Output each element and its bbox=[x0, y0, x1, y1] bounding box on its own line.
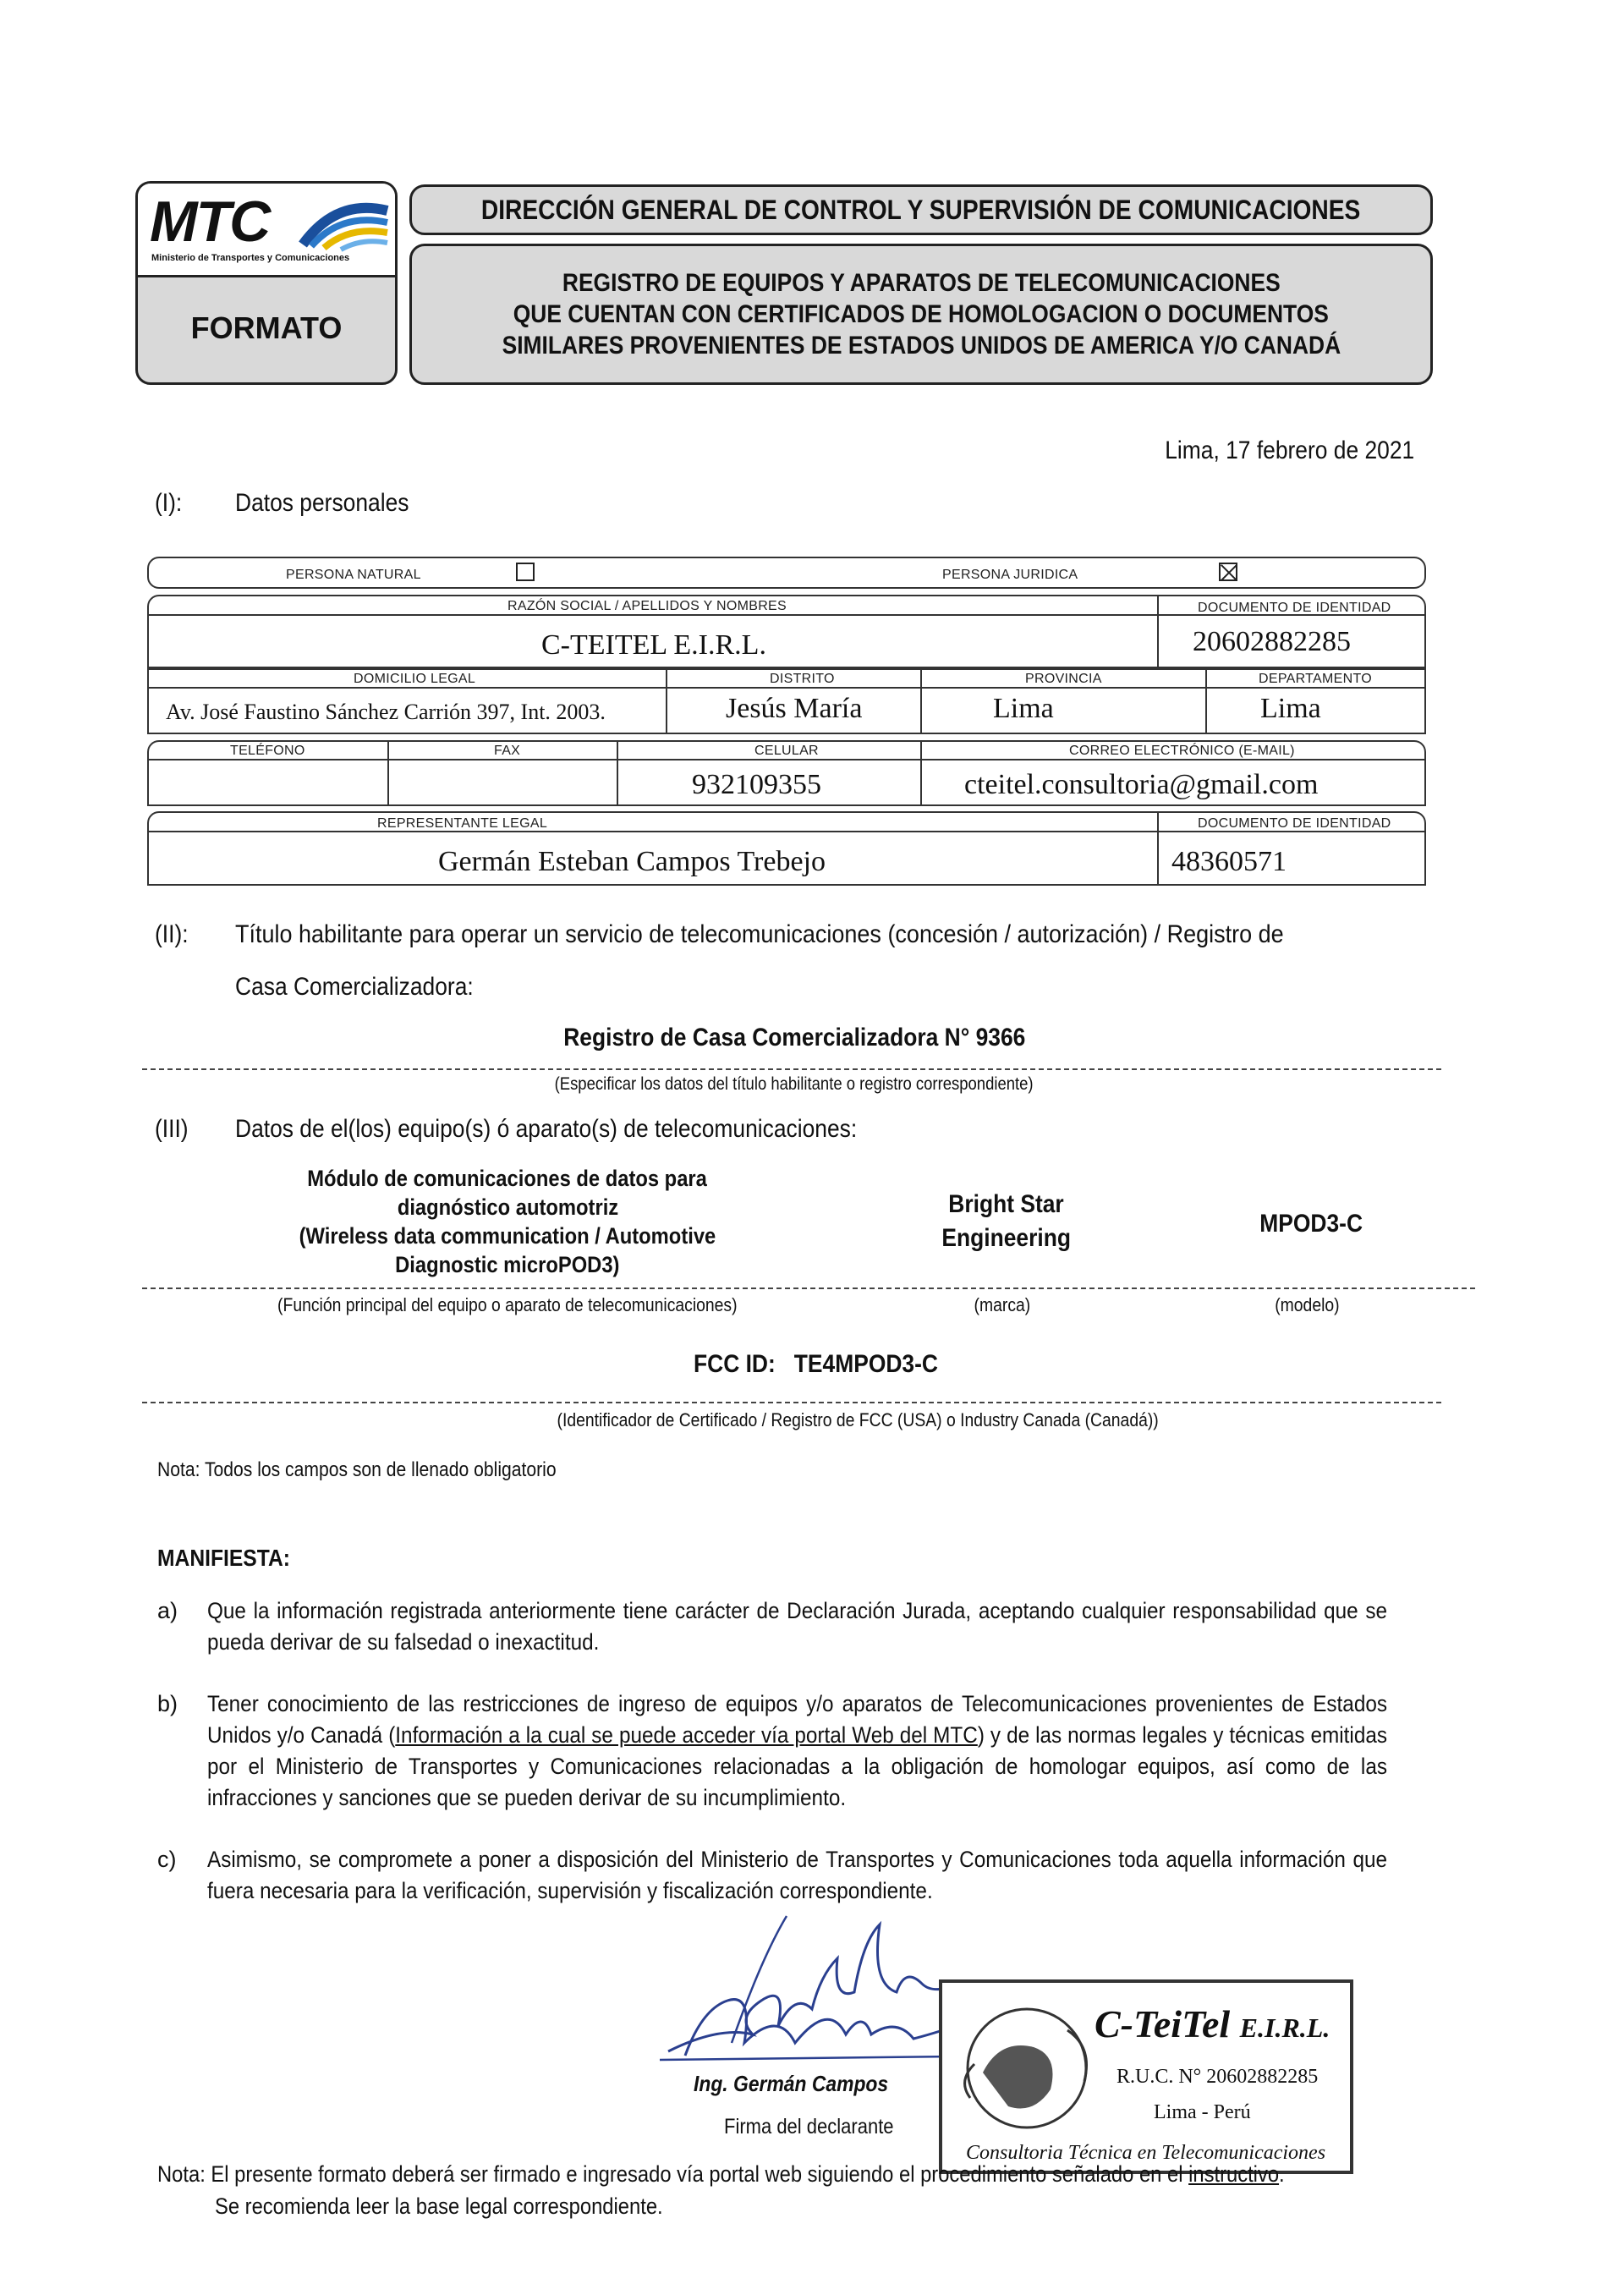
manifiesta-title: MANIFIESTA: bbox=[157, 1545, 290, 1571]
header-logo-box bbox=[135, 181, 398, 385]
item-b-label: b) bbox=[157, 1691, 178, 1716]
brand-caption: (marca) bbox=[974, 1294, 1031, 1315]
domicilio-label: DOMICILIO LEGAL bbox=[354, 672, 476, 686]
celular-label: CELULAR bbox=[754, 744, 819, 758]
instructivo-link[interactable]: instructivo bbox=[1188, 2161, 1280, 2187]
form-title-line3: SIMILARES PROVENIENTES DE ESTADOS UNIDOS DE AMERICA Y/O CANADÁ bbox=[502, 332, 1341, 360]
distrito-value: Jesús María bbox=[726, 693, 863, 724]
logo-swoosh-icon bbox=[299, 194, 392, 253]
stamp-tagline: Consultoria Técnica en Telecomunicaciones bbox=[966, 2142, 1326, 2164]
signer-name: Ing. Germán Campos bbox=[694, 2071, 889, 2096]
documento-label: DOCUMENTO DE IDENTIDAD bbox=[1198, 601, 1391, 615]
section2-title-line1: Título habilitante para operar un servicio de telecomunicaciones (concesión / autorización) / Registro de bbox=[235, 920, 1284, 948]
departamento-value: Lima bbox=[1260, 693, 1321, 724]
equipment-model: MPOD3-C bbox=[1259, 1210, 1363, 1238]
correo-label: CORREO ELECTRÓNICO (E-MAIL) bbox=[1069, 744, 1295, 758]
section3-title: Datos de el(los) equipo(s) ó aparato(s) de telecomunicaciones: bbox=[235, 1115, 858, 1143]
legal-base-note[interactable]: Se recomienda leer la base legal correspondiente. bbox=[215, 2193, 663, 2219]
persona-natural-label: PERSONA NATURAL bbox=[286, 568, 421, 582]
handwritten-signature bbox=[651, 1908, 973, 2077]
mandatory-note: Nota: Todos los campos son de llenado obligatorio bbox=[157, 1458, 557, 1481]
logo-text: MTC bbox=[150, 189, 270, 254]
item-a-text: Que la información registrada anteriormente tiene carácter de Declaración Jurada, aceptando cualquier responsabilidad que se pueda derivar de su falsedad o inexactitud. bbox=[207, 1598, 1387, 1655]
form-title-line2: QUE CUENTAN CON CERTIFICADOS DE HOMOLOGACION O DOCUMENTOS bbox=[513, 300, 1330, 328]
equipment-brand: Bright Star Engineering bbox=[941, 1190, 1072, 1252]
section2-caption: (Especificar los datos del título habilitante o registro correspondiente) bbox=[554, 1074, 1034, 1094]
model-caption: (modelo) bbox=[1274, 1294, 1340, 1315]
provincia-label: PROVINCIA bbox=[1025, 672, 1102, 686]
domicilio-value: Av. José Faustino Sánchez Carrión 397, Int. 2003. bbox=[166, 700, 606, 724]
persona-juridica-checkbox[interactable] bbox=[1219, 563, 1237, 581]
document-date: Lima, 17 febrero de 2021 bbox=[1164, 436, 1414, 464]
fcc-id bbox=[694, 1350, 971, 1379]
stamp-ruc: R.U.C. N° 20602882285 bbox=[1116, 2066, 1319, 2088]
correo-value: cteitel.consultoria@gmail.com bbox=[964, 769, 1319, 800]
fax-label: FAX bbox=[494, 744, 521, 758]
item-b-text: Tener conocimiento de las restricciones de ingreso de equipos y/o aparatos de Telecomunicaciones provenientes de Estados Unidos y/o Canadá (Información a la cual se puede acceder vía portal Web del MTC) y de las normas legales y técnicas emitidas por el Ministerio de Transportes y Comunicaciones relacionadas a la obligación de homologar equipos, así como de las infracciones y sanciones que se pueden derivar de su incumplimiento. bbox=[207, 1691, 1388, 1810]
departamento-label: DEPARTAMENTO bbox=[1259, 672, 1372, 686]
item-a-label: a) bbox=[157, 1598, 178, 1623]
representante-value: Germán Esteban Campos Trebejo bbox=[438, 846, 826, 877]
logo-subtitle: Ministerio de Transportes y Comunicaciones bbox=[151, 253, 350, 263]
signature-caption: Firma del declarante bbox=[724, 2115, 894, 2139]
razon-social-label: RAZÓN SOCIAL / APELLIDOS Y NOMBRES bbox=[508, 599, 787, 613]
stamp-company: C-TeiTel E.I.R.L. bbox=[1095, 2002, 1330, 2045]
section2-number: (II): bbox=[155, 920, 189, 948]
form-title-line1: REGISTRO DE EQUIPOS Y APARATOS DE TELECOMUNICACIONES bbox=[562, 269, 1281, 297]
equipment-function: Módulo de comunicaciones de datos para diagnóstico automotriz (Wireless data communication / Automotive Diagnostic microPOD3) bbox=[299, 1166, 716, 1277]
item-c-label: c) bbox=[157, 1847, 177, 1872]
function-caption: (Función principal del equipo o aparato de telecomunicaciones) bbox=[277, 1294, 738, 1315]
section1-title: Datos personales bbox=[235, 489, 409, 517]
section1-number: (I): bbox=[155, 489, 183, 517]
submission-note: Nota: El presente formato deberá ser firmado e ingresado vía portal web siguiendo el procedimiento señalado en el instructivo. bbox=[157, 2161, 1285, 2187]
form-title-box bbox=[409, 244, 1433, 385]
stamp-city: Lima - Perú bbox=[1154, 2101, 1251, 2123]
item-c-text: Asimismo, se compromete a poner a disposición del Ministerio de Transportes y Comunicaciones toda aquella información que fuera necesaria para la verificación, supervisión y fiscalización correspondiente. bbox=[207, 1847, 1387, 1903]
direction-header bbox=[409, 184, 1433, 235]
mtc-portal-link[interactable]: Información a la cual se puede acceder vía portal Web del MTC bbox=[395, 1722, 978, 1748]
formato-label: FORMATO bbox=[190, 310, 343, 345]
representante-label: REPRESENTANTE LEGAL bbox=[377, 816, 548, 831]
company-stamp bbox=[939, 1979, 1353, 2174]
fcc-value: TE4MPOD3-C bbox=[793, 1350, 938, 1378]
documento2-label: DOCUMENTO DE IDENTIDAD bbox=[1198, 816, 1391, 831]
globe-logo-icon bbox=[949, 1996, 1110, 2140]
direction-title: DIRECCIÓN GENERAL DE CONTROL Y SUPERVISIÓN DE COMUNICACIONES bbox=[481, 194, 1361, 225]
provincia-value: Lima bbox=[993, 693, 1054, 724]
telefono-label: TELÉFONO bbox=[230, 744, 305, 758]
fcc-label: FCC ID: bbox=[694, 1350, 776, 1378]
section2-value: Registro de Casa Comercializadora N° 9366 bbox=[562, 1024, 1026, 1051]
documento2-value: 48360571 bbox=[1171, 846, 1287, 877]
persona-natural-checkbox[interactable] bbox=[516, 563, 535, 581]
razon-social-value: C-TEITEL E.I.R.L. bbox=[541, 629, 766, 661]
celular-value: 932109355 bbox=[692, 769, 821, 800]
section3-number: (III) bbox=[155, 1115, 189, 1143]
fcc-caption: (Identificador de Certificado / Registro de FCC (USA) o Industry Canada (Canadá)) bbox=[557, 1409, 1159, 1430]
section2-title-line2: Casa Comercializadora: bbox=[235, 973, 474, 1001]
distrito-label: DISTRITO bbox=[770, 672, 835, 686]
documento-value: 20602882285 bbox=[1193, 626, 1351, 657]
mtc-logo bbox=[138, 184, 395, 277]
persona-juridica-label: PERSONA JURIDICA bbox=[942, 568, 1078, 582]
